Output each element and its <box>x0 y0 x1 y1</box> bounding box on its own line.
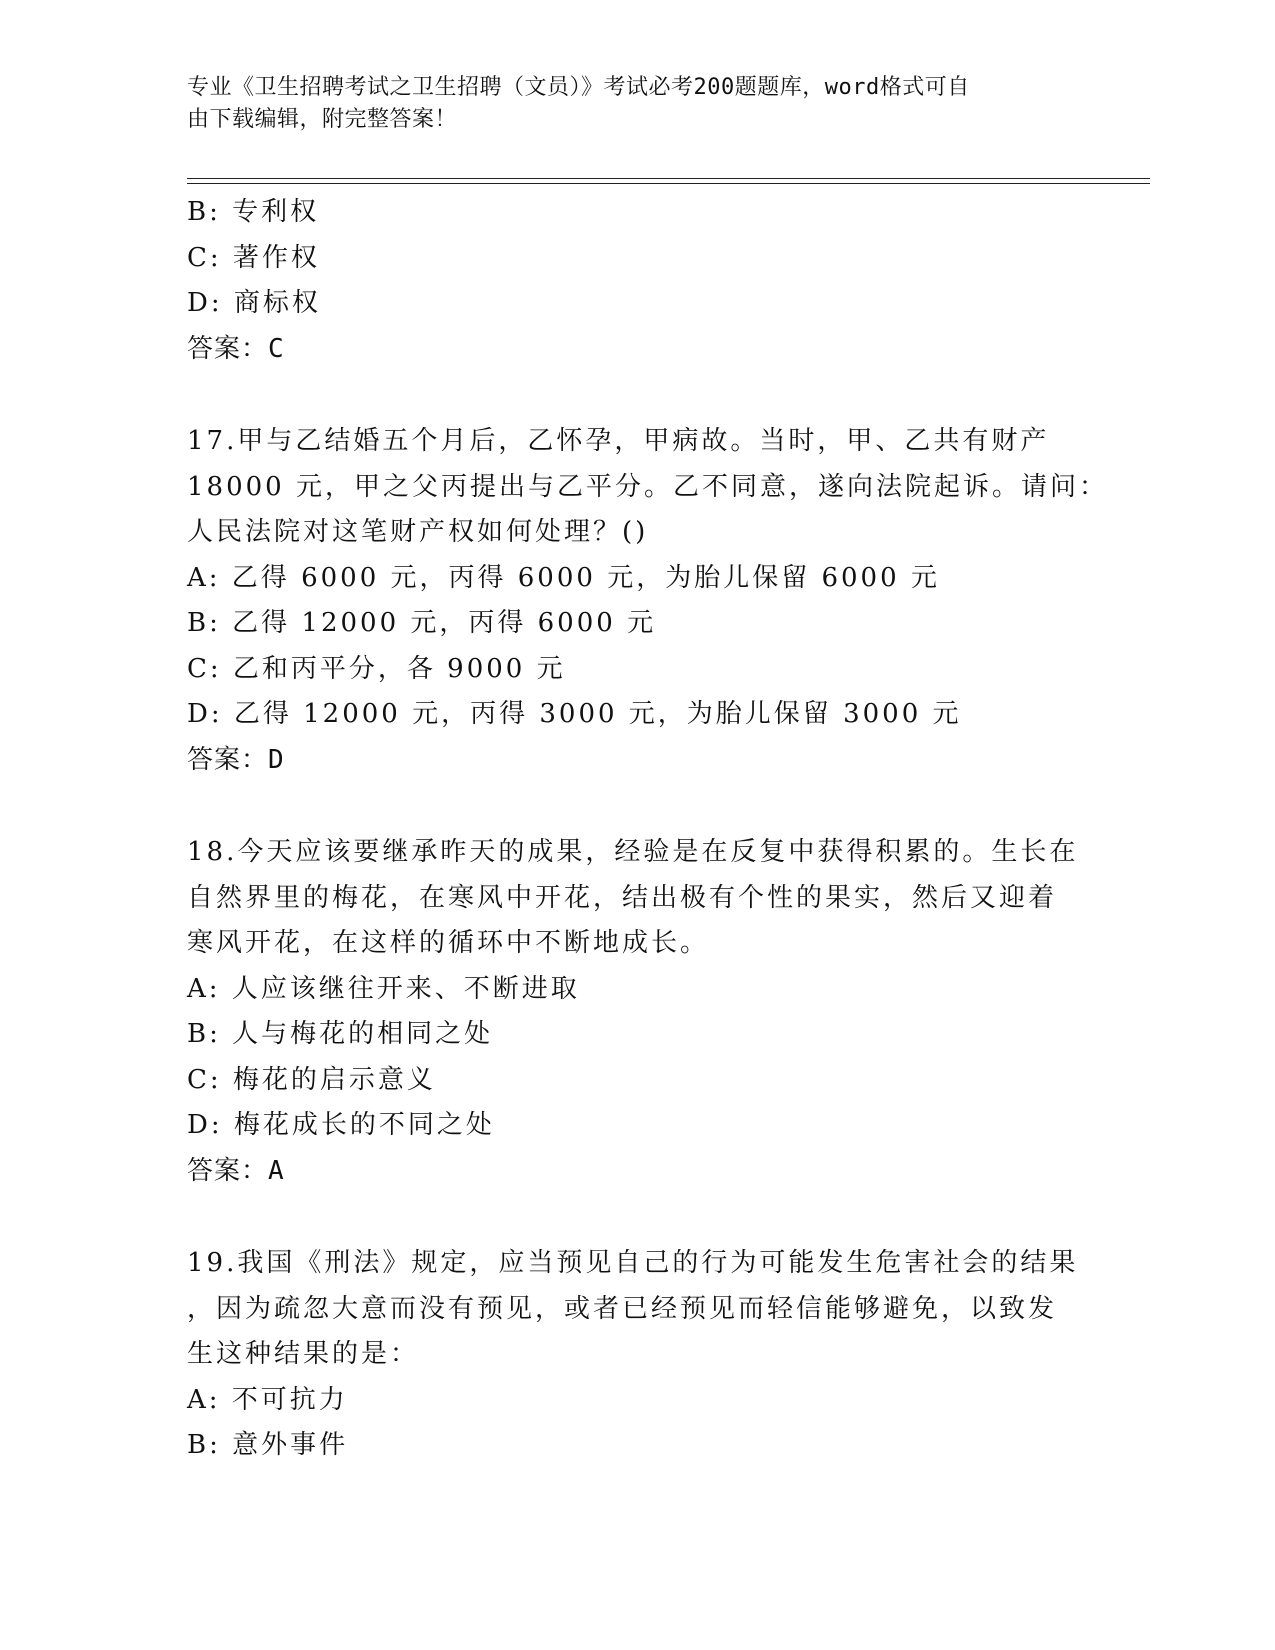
option-d: D: 商标权 <box>187 288 321 318</box>
question-18 <box>187 830 1087 1194</box>
option-a: A: 人应该继往开来、不断进取 <box>187 973 580 1004</box>
question-stem-line: 19.我国《刑法》规定，应当预见自己的行为可能发生危害社会的结果 <box>187 1248 1079 1278</box>
header-divider-bottom <box>187 183 1150 184</box>
header-line-1: 专业《卫生招聘考试之卫生招聘（文员）》考试必考200题题库，word格式可自 <box>187 75 970 100</box>
question-stem-line: ，因为疏忽大意而没有预见，或者已经预见而轻信能够避免，以致发 <box>187 1293 1058 1324</box>
question-stem-line: 18.今天应该要继承昨天的成果，经验是在反复中获得积累的。生长在 <box>187 837 1079 867</box>
option-c: C: 乙和丙平分，各 9000 元 <box>187 653 566 684</box>
question-17 <box>187 419 1108 783</box>
option-d: D: 梅花成长的不同之处 <box>187 1110 495 1140</box>
document-header <box>187 72 1067 136</box>
option-d: D: 乙得 12000 元，丙得 3000 元，为胎儿保留 3000 元 <box>187 699 962 729</box>
option-c: C: 著作权 <box>187 242 320 273</box>
answer-line: 答案：C <box>187 333 285 364</box>
option-b: B: 专利权 <box>187 197 320 227</box>
question-stem-line: 寒风开花，在这样的循环中不断地成长。 <box>187 928 710 958</box>
question-stem-line: 17.甲与乙结婚五个月后，乙怀孕，甲病故。当时，甲、乙共有财产 <box>187 426 1050 456</box>
option-b: B: 乙得 12000 元，丙得 6000 元 <box>187 608 657 638</box>
header-divider-top <box>187 178 1150 179</box>
question-stem-line: 生这种结果的是： <box>187 1339 420 1369</box>
spacer <box>187 783 1087 830</box>
option-a: A: 不可抗力 <box>187 1384 348 1415</box>
answer-line: 答案：D <box>187 744 285 775</box>
answer-line: 答案：A <box>187 1155 285 1186</box>
option-b: B: 意外事件 <box>187 1430 349 1460</box>
question-19 <box>187 1241 1087 1469</box>
question-stem-line: 人民法院对这笔财产权如何处理？() <box>187 517 649 547</box>
option-b: B: 人与梅花的相同之处 <box>187 1019 494 1049</box>
header-line-2: 由下载编辑，附完整答案！ <box>187 107 458 132</box>
spacer <box>187 1194 1087 1241</box>
question-16-partial <box>187 190 1087 372</box>
question-stem-line: 自然界里的梅花，在寒风中开花，结出极有个性的果实，然后又迎着 <box>187 882 1058 913</box>
question-stem-line: 18000 元，甲之父丙提出与乙平分。乙不同意，遂向法院起诉。请问： <box>187 471 1108 502</box>
option-a: A: 乙得 6000 元，丙得 6000 元，为胎儿保留 6000 元 <box>187 562 940 593</box>
option-c: C: 梅花的启示意义 <box>187 1064 436 1095</box>
question-list <box>187 190 1108 1469</box>
spacer <box>187 372 1087 419</box>
